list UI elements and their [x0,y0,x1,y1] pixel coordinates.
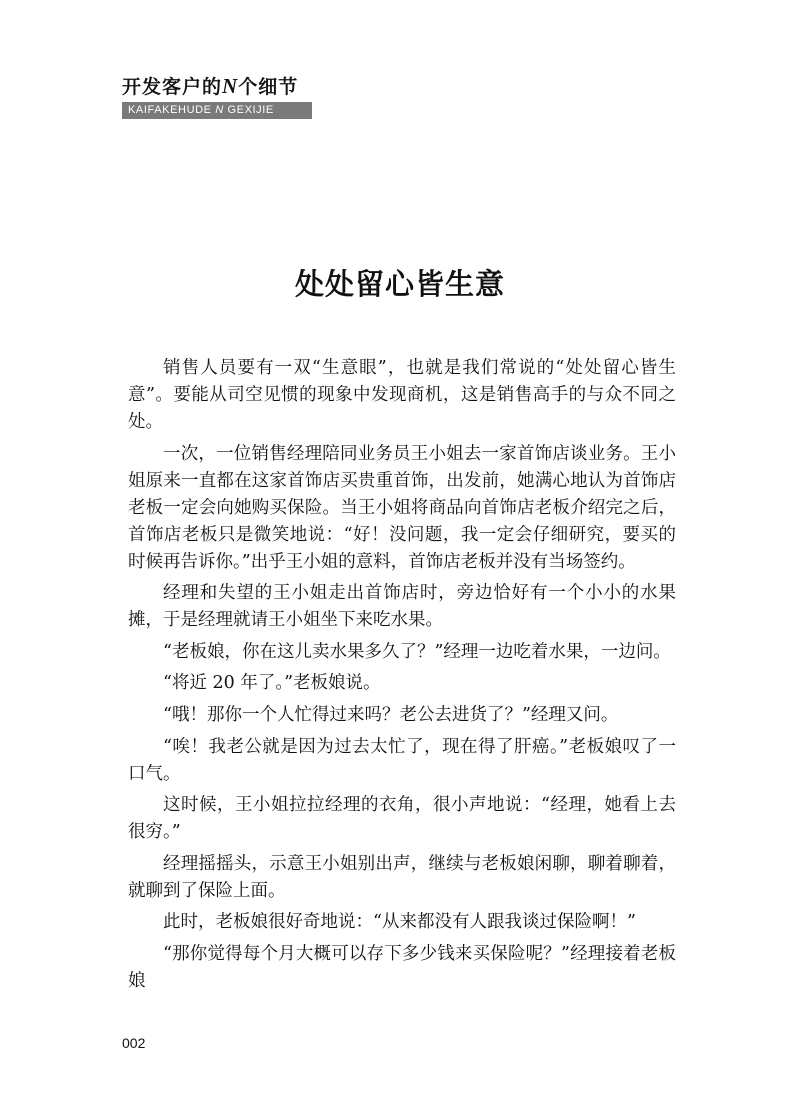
book-subtitle-suffix: GEXIJIE [223,104,274,116]
paragraph: “那你觉得每个月大概可以存下多少钱来买保险呢？”经理接着老板娘 [128,943,676,991]
book-title-prefix: 开发客户的 [122,76,223,98]
book-title-n: N [222,74,239,98]
paragraph: 一次，一位销售经理陪同业务员王小姐去一家首饰店谈业务。王小姐原来一直都在这家首饰店买贵重首饰，出发前，她满心地认为首饰店老板一定会向她购买保险。当王小姐将商品向首饰店老板介绍完之后，首饰店老板只是微笑地说：“好！没问题，我一定会仔细研究，要买的时候再告诉你。”出乎王小姐的意料，首饰店老板并没有当场签约。 [128,443,676,572]
paragraph: 此时，老板娘很好奇地说：“从来都没有人跟我谈过保险啊！” [163,912,636,933]
body-text [128,355,676,1000]
paragraph: “将近 20 年了。”老板娘说。 [163,673,381,694]
running-header [122,74,312,119]
paragraph: 经理摇摇头，示意王小姐别出声，继续与老板娘闲聊，聊着聊着，就聊到了保险上面。 [128,853,676,901]
paragraph: 这时候，王小姐拉拉经理的衣角，很小声地说：“经理，她看上去很穷。” [128,795,676,843]
book-subtitle-pinyin [122,102,312,119]
paragraph: “老板娘，你在这儿卖水果多久了？”经理一边吃着水果，一边问。 [163,641,671,662]
book-subtitle-n: N [215,104,224,116]
book-title-suffix: 个细节 [238,76,299,98]
book-subtitle-prefix: KAIFAKEHUDE [128,104,216,116]
paragraph: “唉！我老公就是因为过去太忙了，现在得了肝癌。”老板娘叹了一口气。 [128,736,676,784]
book-title [122,74,312,99]
page-number: 002 [122,1035,146,1051]
paragraph: 经理和失望的王小姐走出首饰店时，旁边恰好有一个小小的水果摊，于是经理就请王小姐坐下来吃水果。 [128,583,676,631]
chapter-title: 处处留心皆生意 [294,267,505,301]
paragraph: “哦！那你一个人忙得过来吗？老公去进货了？”经理又问。 [163,704,619,725]
paragraph: 销售人员要有一双“生意眼”，也就是我们常说的“处处留心皆生意”。要能从司空见惯的现象中发现商机，这是销售高手的与众不同之处。 [128,358,676,432]
